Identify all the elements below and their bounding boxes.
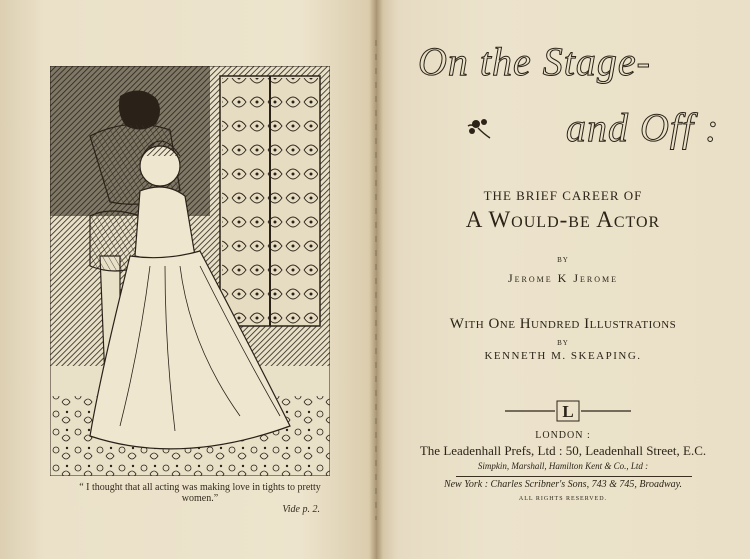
illustrator-name: KENNETH M. SKEAPING. <box>484 350 642 362</box>
illustrations-line: With One Hundred Illustrations <box>449 316 677 332</box>
caption-quote: “ I thought that all acting was making love in tights to pretty women.” <box>79 482 321 504</box>
by-label-author: BY <box>557 256 569 264</box>
subtitle-big: A Would-be Actor <box>465 207 661 232</box>
imprint-press: The Leadenhall Prefs, Ltd : 50, Leadenhall Street, E.C. <box>419 443 707 458</box>
subtitle-small: THE BRIEF CAREER OF <box>483 188 643 203</box>
frontispiece-illustration <box>50 66 330 476</box>
imprint-city: LONDON : <box>535 430 591 441</box>
author-name: Jerome K Jerome <box>507 271 618 285</box>
by-label-illustrator: BY <box>557 339 569 347</box>
flower-ornament-icon <box>464 114 494 142</box>
imprint-new-york: New York : Charles Scribner's Sons, 743 & 745, Broadway. <box>443 479 683 490</box>
imprint-agents: Simpkin, Marshall, Hamilton Kent & Co., Ltd : <box>477 461 649 471</box>
publisher-mark: L <box>562 402 574 421</box>
publisher-device <box>505 400 631 422</box>
rights-notice: ALL RIGHTS RESERVED. <box>518 496 608 502</box>
frontispiece-caption <box>60 482 340 515</box>
imprint-rule <box>456 476 692 477</box>
title-line-1: On the Stage- <box>418 39 651 84</box>
caption-page-ref: Vide p. 2. <box>282 504 320 515</box>
title-line-2: and Off : <box>566 105 720 150</box>
